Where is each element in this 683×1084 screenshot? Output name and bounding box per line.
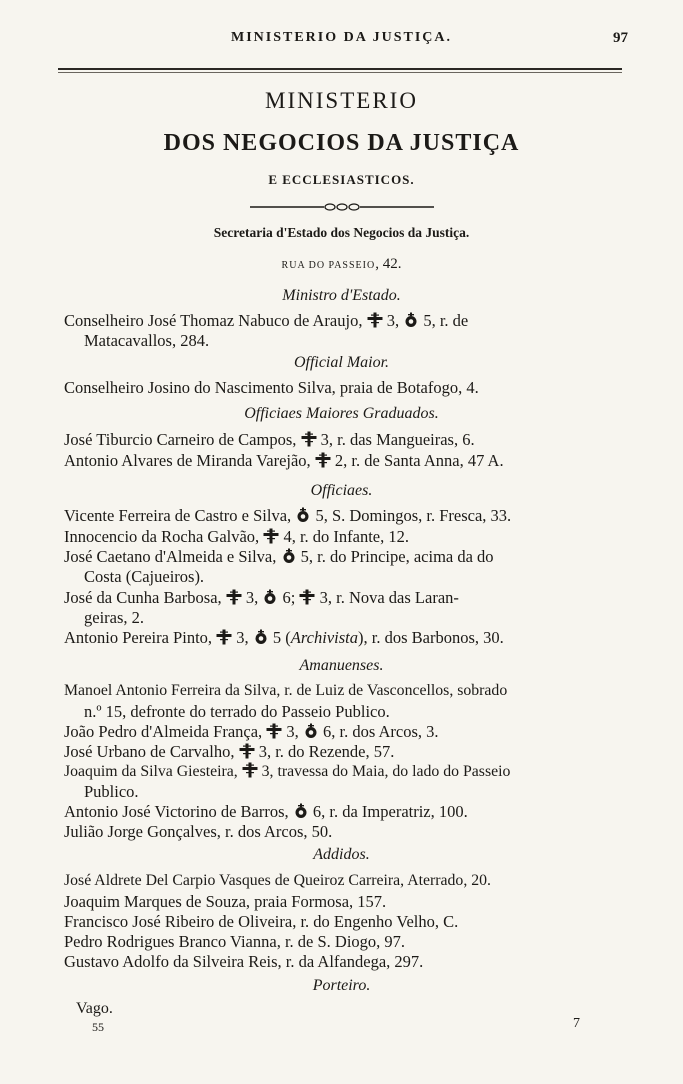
entry-text: 5, r. de [423,311,469,330]
entry-amanuense [64,742,630,762]
order-cross-icon [299,589,315,605]
entry-text: João Pedro d'Almeida França, [64,722,263,741]
section-amanuenses: Amanuenses. [299,657,384,674]
entry-official [64,506,630,526]
entry-text: 3, r. do Rezende, 57. [258,742,395,761]
entry-text: Antonio Pereira Pinto, [64,628,213,647]
secretaria-heading: Secretaria d'Estado dos Negocios da Justiça. [213,225,470,240]
entry-text: José da Cunha Barbosa, [64,588,222,607]
address-line [0,256,683,273]
order-cross-icon [301,431,317,447]
entry-text: Innocencio da Rocha Galvão, [64,527,260,546]
entry-text: 3, [236,628,249,647]
entry-amanuense [64,722,630,742]
entry-amanuense: Julião Jorge Gonçalves, r. dos Arcos, 50. [64,822,333,841]
section-ministro: Ministro d'Estado. [282,287,401,304]
order-cross-icon [226,589,242,605]
entry-text: 3, travessa do Maia, do lado do Passeio [261,763,511,780]
section-addidos: Addidos. [313,846,370,863]
entry-graduado [64,451,630,471]
order-cross-icon [315,452,331,468]
entry-text: Vicente Ferreira de Castro e Silva, [64,506,292,525]
entry-addido: Francisco José Ribeiro de Oliveira, r. do Engenho Velho, C. [64,912,459,931]
entry-addido: José Aldrete Del Carpio Vasques de Queiroz Carreira, Aterrado, 20. [64,872,491,889]
entry-text: José Tiburcio Carneiro de Campos, [64,430,297,449]
entry-continuation: geiras, 2. [84,608,145,627]
entry-addido: Gustavo Adolfo da Silveira Reis, r. da Alfandega, 297. [64,952,424,971]
entry-text: 2, r. de Santa Anna, 47 A. [334,451,504,470]
order-cross-icon [216,629,232,645]
entry-text: ), r. dos Barbonos, 30. [358,628,504,647]
order-rose-icon [293,803,309,819]
order-rose-icon [303,723,319,739]
entry-continuation: Matacavallos, 284. [84,331,210,350]
gathering-mark: 7 [573,1016,580,1031]
entry-text: 6, r. da Imperatriz, 100. [312,802,468,821]
entry-text: 3, [386,311,400,330]
order-rose-icon [262,589,278,605]
title-line-1: MINISTERIO [265,88,418,113]
section-official-maior: Official Maior. [293,354,390,371]
order-cross-icon [242,762,258,778]
section-officiaes: Officiaes. [310,482,373,499]
entry-text: 4, r. do Infante, 12. [283,527,409,546]
ornament-divider [0,199,683,217]
running-title: MINISTERIO DA JUSTIÇA. [231,30,452,45]
order-cross-icon [367,312,383,328]
section-porteiro: Porteiro. [312,977,371,994]
signature-mark: 55 [92,1020,104,1034]
entry-text: 3, r. Nova das Laran- [319,588,459,607]
order-rose-icon [295,507,311,523]
entry-official [64,628,630,648]
entry-text: 5 ( [272,628,291,647]
entry-text: Antonio José Victorino de Barros, [64,802,289,821]
title-line-2: DOS NEGOCIOS DA JUSTIÇA [163,130,520,156]
entry-text: 6, r. dos Arcos, 3. [323,722,439,741]
entry-text: José Caetano d'Almeida e Silva, [64,547,277,566]
page-number: 97 [613,30,628,46]
entry-amanuense [64,762,630,781]
entry-official [64,588,630,608]
entry-amanuense: Manoel Antonio Ferreira da Silva, r. de Luiz de Vasconcellos, sobrado [64,682,508,699]
entry-text: Conselheiro José Thomaz Nabuco de Araujo, [64,311,363,330]
address-number: , 42. [375,256,402,272]
entry-text: Antonio Alvares de Miranda Varejão, [64,451,311,470]
title-line-3: E ECCLESIASTICOS. [268,172,415,187]
entry-text: 3, r. das Mangueiras, 6. [320,430,475,449]
entry-addido: Joaquim Marques de Souza, praia Formosa, 157. [64,892,387,911]
order-rose-icon [403,312,419,328]
order-rose-icon [253,629,269,645]
order-rose-icon [281,548,297,564]
entry-porteiro: Vago. [76,1000,113,1017]
header-rule-thin [58,72,622,73]
entry-graduado [64,430,630,450]
order-cross-icon [239,743,255,759]
header-rule [58,68,622,70]
entry-continuation: Costa (Cajueiros). [84,567,205,586]
entry-continuation: n.º 15, defronte do terrado do Passeio Publico. [84,702,390,721]
order-cross-icon [266,723,282,739]
address-street: RUA DO PASSEIO [281,260,376,271]
entry-text: José Urbano de Carvalho, [64,742,235,761]
entry-ministro [64,311,630,331]
entry-official-maior: Conselheiro Josino do Nascimento Silva, praia de Botafogo, 4. [64,378,479,397]
entry-text: Joaquim da Silva Giesteira, [64,763,238,780]
entry-role: Archivista [290,628,358,647]
entry-text: 5, S. Domingos, r. Fresca, 33. [315,506,512,525]
section-officiaes-maiores: Officiaes Maiores Graduados. [244,405,439,422]
entry-text: 5, r. do Principe, acima da do [300,547,494,566]
entry-amanuense [64,802,630,822]
entry-official [64,547,630,567]
entry-official [64,527,630,547]
entry-addido: Pedro Rodrigues Branco Vianna, r. de S. Diogo, 97. [64,932,406,951]
entry-text: 3, [245,588,259,607]
entry-text: 6; [282,588,296,607]
order-cross-icon [263,528,279,544]
entry-text: 3, [286,722,299,741]
entry-continuation: Publico. [84,782,139,801]
